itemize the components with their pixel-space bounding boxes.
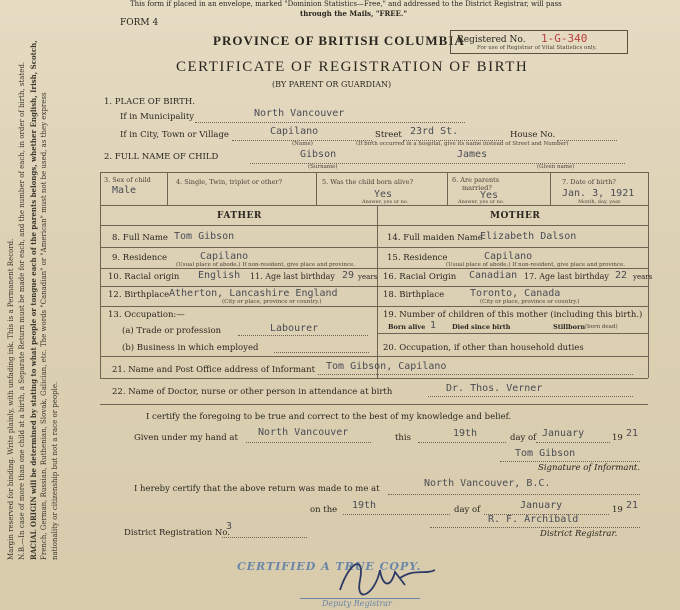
given-year-prefix: 19 — [612, 433, 623, 443]
rule — [100, 247, 648, 248]
registrar-on-label: on the — [310, 505, 338, 515]
father-business-line — [274, 352, 369, 353]
registered-note: For use of Registrar of Vital Statistics only. — [477, 45, 597, 51]
rule — [100, 172, 648, 173]
mother-residence-label: 15. Residence — [387, 253, 448, 263]
form-number: FORM 4 — [120, 18, 159, 28]
city-value: Capilano — [270, 126, 319, 137]
mother-racial-label: 16. Racial Origin — [383, 272, 457, 282]
registrar-statement: I hereby certify that the above return was made to me at — [134, 484, 380, 494]
sex-label: 3. Sex of child — [104, 176, 151, 184]
rule — [100, 404, 648, 405]
place-heading: 1. PLACE OF BIRTH. — [104, 97, 195, 107]
certified-copy-stamp: CERTIFIED A TRUE COPY. — [237, 560, 422, 573]
given-day-of-label: day of — [510, 433, 537, 443]
informant-signature-line — [500, 461, 640, 462]
municipality-label: If in Municipality — [120, 112, 195, 122]
rule — [100, 286, 648, 287]
given-month-line — [536, 442, 610, 443]
municipality-value: North Vancouver — [254, 108, 345, 119]
rule — [100, 306, 648, 307]
mother-occupation-label: 20. Occupation, if other than household duties — [383, 343, 584, 353]
mother-birthplace-label: 18. Birthplace — [383, 290, 445, 300]
father-age: 29 — [342, 270, 355, 281]
rule — [447, 172, 448, 205]
father-birthplace-note: (City or place, province or country.) — [222, 299, 322, 305]
rule — [167, 172, 168, 205]
mother-age-label: 17. Age last birthday — [524, 272, 609, 281]
mother-children-label: 19. Number of children of this mother (including this birth.) — [383, 310, 643, 320]
informant-signature: Tom Gibson — [515, 448, 576, 459]
document-subtitle: (BY PARENT OR GUARDIAN) — [272, 80, 392, 89]
twin-label: 4. Single, Twin, triplet or other? — [176, 178, 283, 186]
father-birthplace: Atherton, Lancashire England — [169, 288, 338, 299]
doctor-label: 22. Name of Doctor, nurse or other person in attendance at birth — [112, 387, 393, 397]
child-surname: Gibson — [300, 149, 337, 160]
married-note: Answer, yes or no. — [458, 199, 505, 205]
city-label: If in City, Town or Village — [120, 130, 229, 140]
given-day: 19th — [453, 428, 478, 439]
rule — [377, 205, 378, 378]
given-month: January — [542, 428, 585, 439]
mother-birthplace-note: (City or place, province or country.) — [480, 299, 580, 305]
stillborn-note: (born dead) — [585, 324, 618, 330]
top-note-2: through the Mails, "FREE." — [300, 9, 408, 18]
rule — [550, 172, 551, 205]
registered-box — [450, 30, 628, 54]
father-trade-line — [238, 335, 368, 336]
rule — [100, 378, 648, 379]
given-year: 21 — [626, 428, 639, 439]
registrar-signature: R. F. Archibald — [488, 514, 579, 525]
father-residence-note: (Usual place of abode.) If non-resident, give place and province. — [176, 262, 355, 268]
alive-note: Answer, yes or no. — [362, 199, 409, 205]
father-racial: English — [198, 270, 241, 281]
rule — [100, 268, 648, 269]
informant-signature-label: Signature of Informant. — [538, 463, 641, 473]
mother-racial: Canadian — [469, 270, 518, 281]
child-given-name: James — [457, 149, 488, 160]
father-trade: Labourer — [270, 323, 319, 334]
date-label: 7. Date of birth? — [562, 178, 616, 186]
deputy-signature-mark — [320, 550, 450, 600]
informant-label: 21. Name and Post Office address of Informant — [112, 365, 316, 375]
father-heading: FATHER — [217, 211, 262, 221]
born-alive-label: Born alive — [388, 323, 426, 331]
district-no-line — [222, 537, 307, 538]
sex-value: Male — [112, 185, 137, 196]
rule — [100, 172, 101, 378]
rule — [100, 225, 648, 226]
place-name-note: (Name) — [292, 141, 313, 147]
mother-heading: MOTHER — [490, 211, 541, 221]
street-label: Street — [375, 130, 402, 140]
document-title: CERTIFICATE OF REGISTRATION OF BIRTH — [176, 59, 529, 75]
certify-statement: I certify the foregoing to be true and correct to the best of my knowledge and belief. — [146, 412, 512, 422]
married-label: 6. Are parents — [452, 176, 500, 184]
registered-value: 1-G-340 — [541, 32, 588, 45]
rule — [100, 205, 648, 206]
stillborn-label: Stillborn — [553, 323, 586, 331]
margin-line-2: N.B.—In case of more than one child at a birth, a Separate Return must be made for each, and the number of each, in order of birth, stated. — [18, 61, 26, 560]
given-note: (Given name) — [537, 164, 575, 170]
informant-line — [318, 374, 633, 375]
married-value: Yes — [480, 190, 499, 201]
mother-residence-note: (Usual place of abode.) If non-resident, give place and province. — [446, 262, 625, 268]
given-place: North Vancouver — [258, 427, 349, 438]
surname-note: (Surname) — [308, 164, 338, 170]
registrar-day: 19th — [352, 500, 377, 511]
father-business-label: (b) Business in which employed — [122, 343, 259, 353]
informant-value: Tom Gibson, Capilano — [326, 361, 447, 372]
mother-years-label: years — [633, 273, 653, 281]
registrar-signature-line — [430, 527, 640, 528]
married-label-2: married? — [462, 184, 492, 192]
rule — [377, 333, 648, 334]
father-years-label: years — [358, 273, 378, 281]
top-note-1: This form if placed in an envelope, marked "Dominion Statistics—Free," and addressed to the District Registrar, will pass — [130, 0, 562, 8]
died-since-birth-label: Died since birth — [452, 323, 511, 331]
father-occupation-label: 13. Occupation:— — [108, 310, 185, 320]
given-under-label: Given under my hand at — [134, 433, 238, 443]
street-value: 23rd St. — [410, 126, 459, 137]
registrar-day-line — [343, 514, 450, 515]
place-hospital-note: (If birth occurred in a hospital, give its name instead of Street and Number) — [356, 141, 569, 147]
deputy-registrar-label: Deputy Registrar — [322, 599, 392, 608]
registrar-place: North Vancouver, B.C. — [424, 478, 551, 489]
rule — [100, 356, 648, 357]
margin-line-3: RACIAL ORIGIN will be determined by stating to what people or tongue each of the parents belongs, whether English, Irish, Scotch, — [29, 40, 38, 560]
father-age-label: 11. Age last birthday — [250, 272, 335, 281]
father-name-label: 8. Full Name — [112, 233, 168, 243]
father-name: Tom Gibson — [174, 231, 235, 242]
registrar-year: 21 — [626, 500, 639, 511]
mother-age: 22 — [615, 270, 628, 281]
date-note: Month, day, year. — [578, 199, 622, 205]
district-no-value: 3 — [226, 521, 233, 532]
registrar-month: January — [520, 500, 563, 511]
this-label: this — [395, 433, 411, 443]
registrar-day-of-label: day of — [454, 505, 481, 515]
born-alive-value: 1 — [430, 320, 437, 331]
father-residence: Capilano — [200, 251, 249, 262]
rule — [316, 172, 317, 205]
father-racial-label: 10. Racial origin — [108, 272, 180, 282]
mother-birthplace: Toronto, Canada — [470, 288, 561, 299]
child-heading: 2. FULL NAME OF CHILD — [104, 152, 219, 162]
registrar-place-line — [388, 494, 640, 495]
registrar-year-prefix: 19 — [612, 505, 623, 515]
registered-label: Registered No. — [457, 35, 526, 45]
father-residence-label: 9. Residence — [112, 253, 168, 263]
margin-instructions — [6, 40, 61, 560]
province-heading: PROVINCE OF BRITISH COLUMBIA — [213, 33, 465, 48]
doctor-value: Dr. Thos. Verner — [446, 383, 543, 394]
district-no-label: District Registration No. — [124, 528, 231, 538]
margin-line-5: nationality or citizenship but not a race or people. — [51, 381, 59, 560]
date-value: Jan. 3, 1921 — [562, 188, 635, 199]
mother-name-label: 14. Full maiden Name — [387, 233, 483, 243]
father-trade-label: (a) Trade or profession — [122, 326, 222, 336]
given-place-line — [246, 442, 371, 443]
alive-value: Yes — [374, 189, 393, 200]
margin-line-4: French, German, Russian, Ruthenian, Slovak, Galician, etc. The words "Canadian" or "American" must not be used, as they express — [40, 92, 48, 560]
margin-line-1: Margin reserved for binding. Write plainly, with unfading ink. This is a Permanent Record. — [7, 238, 15, 560]
given-day-line — [418, 442, 506, 443]
mother-name: Elizabeth Dalson — [480, 231, 577, 242]
municipality-line — [195, 122, 465, 123]
house-label: House No. — [510, 130, 556, 140]
alive-label: 5. Was the child born alive? — [322, 178, 414, 186]
doctor-line — [428, 396, 633, 397]
father-birthplace-label: 12. Birthplace — [108, 290, 170, 300]
mother-residence: Capilano — [484, 251, 533, 262]
registrar-signature-label: District Registrar. — [540, 529, 618, 539]
